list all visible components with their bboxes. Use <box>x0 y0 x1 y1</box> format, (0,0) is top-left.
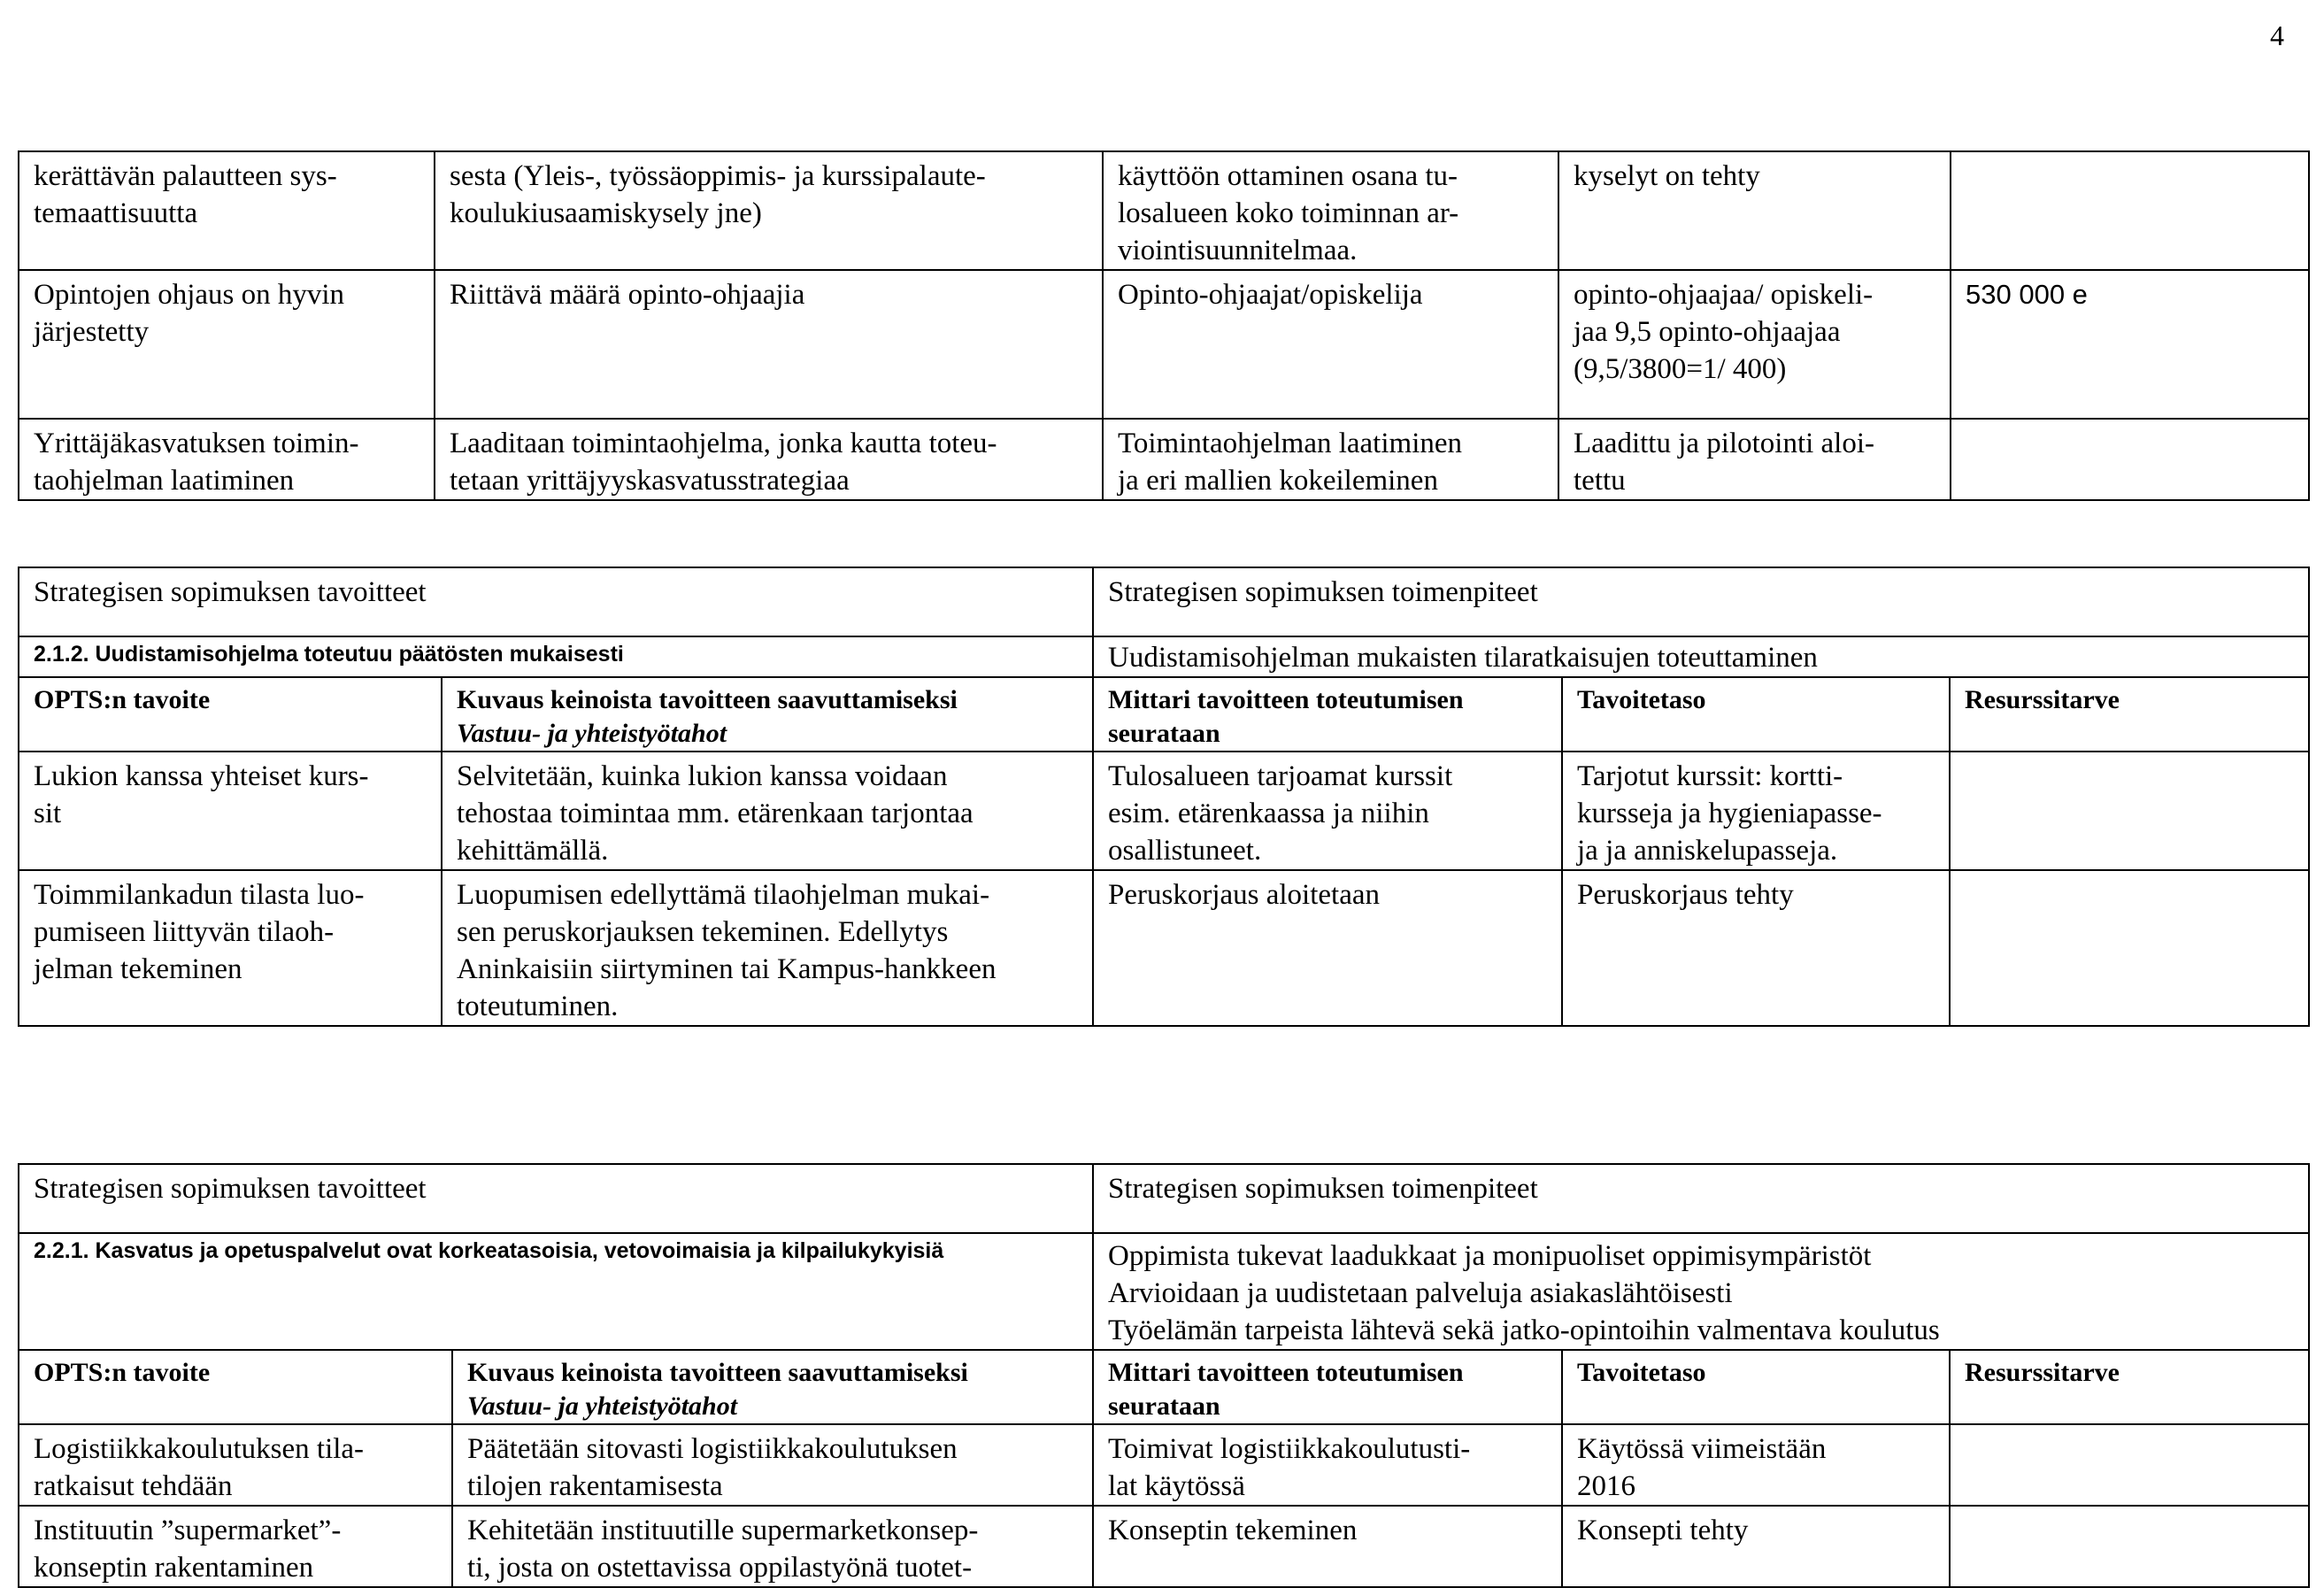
table-row <box>19 151 2309 270</box>
table-cell <box>1950 1506 2309 1587</box>
column-header-row <box>19 1350 2309 1424</box>
table-row <box>19 870 2309 1026</box>
strategy-table-212 <box>18 567 2310 1027</box>
table-cell: opinto-ohjaajaa/ opiskeli- jaa 9,5 opinto-ohjaajaa (9,5/3800=1/ 400) <box>1558 270 1951 419</box>
table-cell <box>1950 870 2309 1026</box>
column-header: Mittari tavoitteen toteutumisen seurataan <box>1093 1350 1562 1424</box>
table-cell: sesta (Yleis-, työssäoppimis- ja kurssipalaute- koulukiusaamiskysely jne) <box>435 151 1103 270</box>
table-cell: Opintojen ohjaus on hyvin järjestetty <box>19 270 435 419</box>
resource-cell: 530 000 e <box>1951 270 2309 419</box>
table-cell: Laadittu ja pilotointi aloi- tettu <box>1558 419 1951 500</box>
table-cell: Toimintaohjelman laatiminen ja eri mallien kokeileminen <box>1103 419 1558 500</box>
table-cell: Kehitetään instituutille supermarketkonsep- ti, josta on ostettavissa oppilastyönä tuotet- <box>452 1506 1093 1587</box>
table-cell: Tulosalueen tarjoamat kurssit esim. etärenkaassa ja niihin osallistuneet. <box>1093 752 1562 870</box>
table-cell: Logistiikkakoulutuksen tila- ratkaisut tehdään <box>19 1424 452 1506</box>
table-cell: Toimmilankadun tilasta luo- pumiseen liittyvän tilaoh- jelman tekeminen <box>19 870 442 1026</box>
measures-text: Uudistamisohjelman mukaisten tilaratkaisujen toteuttaminen <box>1093 636 2309 677</box>
table-cell: käyttöön ottaminen osana tu- losalueen koko toiminnan ar- viointisuunnitelmaa. <box>1103 151 1558 270</box>
table-row <box>19 270 2309 419</box>
table-cell: Luopumisen edellyttämä tilaohjelman mukai- sen peruskorjauksen tekeminen. Edellytys Aninkaisiin siirtyminen tai Kampus-hankkeen toteutuminen. <box>442 870 1093 1026</box>
column-header: Tavoitetaso <box>1562 677 1950 752</box>
table-cell <box>1951 151 2309 270</box>
column-header: Tavoitetaso <box>1562 1350 1950 1424</box>
column-header-main: Kuvaus keinoista tavoitteen saavuttamiseksi <box>467 1358 968 1387</box>
measures-heading: Strategisen sopimuksen toimenpiteet <box>1093 1164 2309 1233</box>
page-number: 4 <box>2270 19 2284 51</box>
column-header-sub: Vastuu- ja yhteistyötahot <box>467 1391 738 1421</box>
column-header: Resurssitarve <box>1950 1350 2309 1424</box>
column-header: Mittari tavoitteen toteutumisen seurataan <box>1093 677 1562 752</box>
strategy-table-221 <box>18 1163 2310 1588</box>
table-cell: Käytössä viimeistään 2016 <box>1562 1424 1950 1506</box>
table-cell: Konsepti tehty <box>1562 1506 1950 1587</box>
table-cell: Opinto-ohjaajat/opiskelija <box>1103 270 1558 419</box>
table-cell: Konseptin tekeminen <box>1093 1506 1562 1587</box>
column-header <box>442 677 1093 752</box>
table-cell: Peruskorjaus aloitetaan <box>1093 870 1562 1026</box>
column-header-sub: Vastuu- ja yhteistyötahot <box>457 719 727 748</box>
measures-heading: Strategisen sopimuksen toimenpiteet <box>1093 567 2309 636</box>
column-header: Resurssitarve <box>1950 677 2309 752</box>
table-row <box>19 1506 2309 1587</box>
column-header: OPTS:n tavoite <box>19 677 442 752</box>
table-cell: Peruskorjaus tehty <box>1562 870 1950 1026</box>
table-cell: Toimivat logistiikkakoulutusti- lat käytössä <box>1093 1424 1562 1506</box>
goal-row <box>19 1233 2309 1350</box>
table-cell: kerättävän palautteen sys- temaattisuutta <box>19 151 435 270</box>
column-header: OPTS:n tavoite <box>19 1350 452 1424</box>
table-header-row <box>19 567 2309 636</box>
table-row <box>19 1424 2309 1506</box>
column-header-main: Kuvaus keinoista tavoitteen saavuttamiseksi <box>457 685 958 714</box>
table-cell <box>1950 752 2309 870</box>
column-header <box>452 1350 1093 1424</box>
column-header-row <box>19 677 2309 752</box>
goal-title: 2.2.1. Kasvatus ja opetuspalvelut ovat korkeatasoisia, vetovoimaisia ja kilpailukykyisiä <box>19 1233 1093 1350</box>
table-continuation <box>18 150 2310 501</box>
table-cell: Instituutin ”supermarket”- konseptin rakentaminen <box>19 1506 452 1587</box>
table-cell: Lukion kanssa yhteiset kurs- sit <box>19 752 442 870</box>
table-cell: Tarjotut kurssit: kortti- kursseja ja hygieniapasse- ja ja anniskelupasseja. <box>1562 752 1950 870</box>
table-row <box>19 752 2309 870</box>
table-cell: Selvitetään, kuinka lukion kanssa voidaan tehostaa toimintaa mm. etärenkaan tarjontaa kehittämällä. <box>442 752 1093 870</box>
table-row <box>19 419 2309 500</box>
table-cell <box>1950 1424 2309 1506</box>
measures-text: Oppimista tukevat laadukkaat ja monipuoliset oppimisympäristöt Arvioidaan ja uudistetaan palveluja asiakaslähtöisesti Työelämän tarpeista lähtevä sekä jatko-opintoihin valmentava koulutus <box>1093 1233 2309 1350</box>
table-header-row <box>19 1164 2309 1233</box>
goal-title: 2.1.2. Uudistamisohjelma toteutuu päätösten mukaisesti <box>19 636 1093 677</box>
goal-row <box>19 636 2309 677</box>
table-cell: Riittävä määrä opinto-ohjaajia <box>435 270 1103 419</box>
table-cell <box>1951 419 2309 500</box>
table-cell: Päätetään sitovasti logistiikkakoulutuksen tilojen rakentamisesta <box>452 1424 1093 1506</box>
goals-heading: Strategisen sopimuksen tavoitteet <box>19 567 1093 636</box>
goals-heading: Strategisen sopimuksen tavoitteet <box>19 1164 1093 1233</box>
table-cell: kyselyt on tehty <box>1558 151 1951 270</box>
table-cell: Yrittäjäkasvatuksen toimin- taohjelman laatiminen <box>19 419 435 500</box>
table-cell: Laaditaan toimintaohjelma, jonka kautta toteu- tetaan yrittäjyyskasvatusstrategiaa <box>435 419 1103 500</box>
